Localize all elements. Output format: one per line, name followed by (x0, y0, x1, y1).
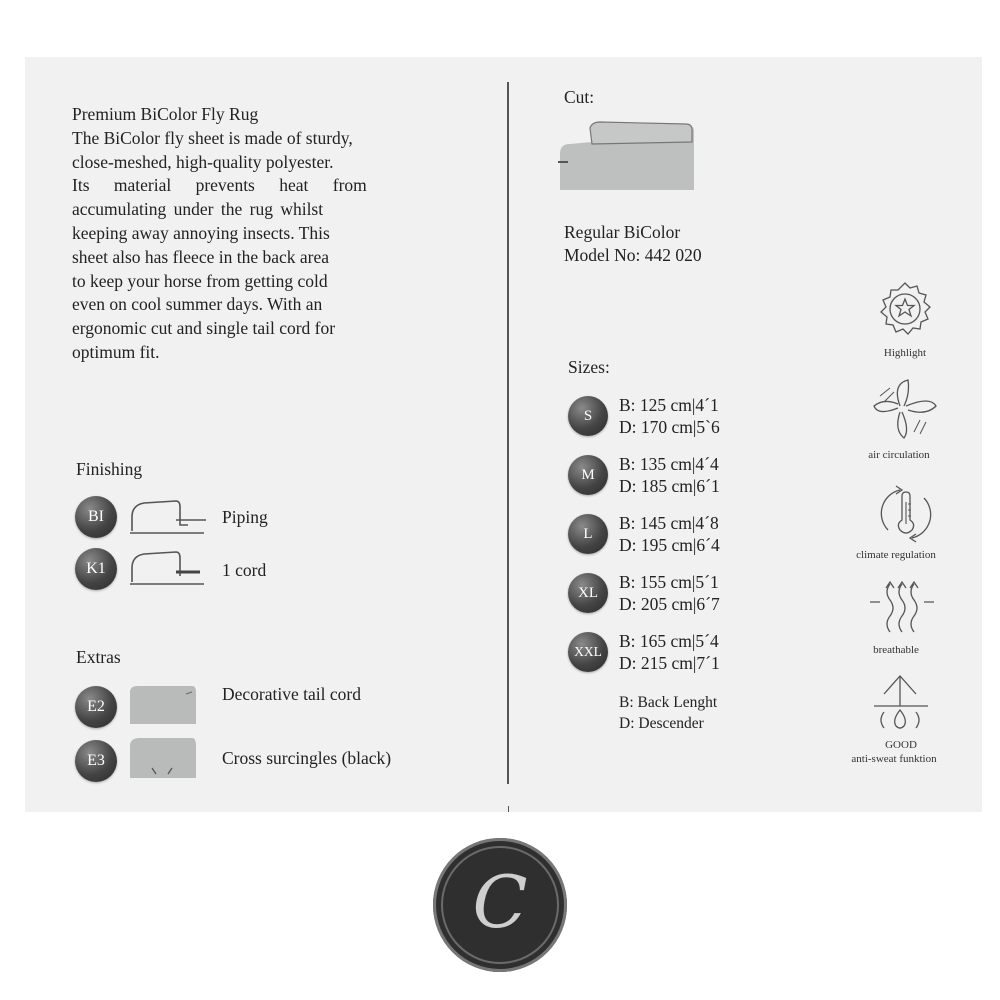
size-l-descender: D: 195 cm|6´4 (619, 535, 720, 555)
description-line: The BiColor fly sheet is made of sturdy, (72, 127, 353, 148)
size-badge-l: L (568, 514, 608, 554)
extras-label-cross-surcingles: Cross surcingles (black) (222, 748, 392, 768)
size-l-back-length: B: 145 cm|4´8 (619, 513, 719, 533)
decorative-tail-cord-rug-icon (126, 684, 202, 726)
droplet-arrow-icon (870, 672, 932, 734)
extras-title: Extras (76, 647, 121, 667)
size-s-back-length: B: 125 cm|4´1 (619, 395, 719, 415)
size-s-descender: D: 170 cm|5`6 (619, 417, 720, 437)
logo-letter: C (472, 860, 528, 944)
product-description (72, 103, 404, 365)
description-line: ergonomic cut and single tail cord for (72, 318, 336, 339)
legend-descender: D: Descender (619, 715, 704, 732)
size-xxl-descender: D: 215 cm|7´1 (619, 653, 720, 673)
feature-label-highlight: Highlight (883, 347, 927, 359)
brand-logo (433, 838, 567, 972)
finishing-badge-bi: BI (75, 496, 117, 538)
divider-stub (508, 806, 509, 812)
product-title: Premium BiColor Fly Rug (72, 104, 259, 124)
legend-back-length: B: Back Lenght (619, 694, 718, 711)
description-line: close-meshed, high-quality polyester. (72, 151, 334, 172)
cord-rug-icon (128, 546, 208, 588)
feature-label-climate-regulation: climate regulation (856, 549, 936, 561)
finishing-label-1-cord: 1 cord (222, 560, 267, 580)
finishing-badge-k1: K1 (75, 548, 117, 590)
size-xl-descender: D: 205 cm|6´7 (619, 594, 720, 614)
description-line: accumulating under the rug whilst (72, 199, 324, 220)
extras-label-decorative-tail-cord: Decorative tail cord (222, 684, 361, 704)
feature-label-good: GOOD (885, 739, 917, 751)
size-m-back-length: B: 135 cm|4´4 (619, 454, 719, 474)
wavy-arrows-icon (868, 576, 936, 636)
model-number: Model No: 442 020 (564, 245, 702, 265)
description-line: even on cool summer days. With an (72, 294, 323, 315)
piping-rug-icon (128, 495, 208, 537)
fan-icon (870, 374, 940, 442)
cut-title: Cut: (564, 87, 595, 107)
thermometer-cycle-icon (874, 482, 938, 546)
size-xl-back-length: B: 155 cm|5´1 (619, 572, 719, 592)
description-line: Its material prevents heat from (72, 175, 367, 196)
model-name: Regular BiColor (564, 222, 681, 242)
star-badge-icon (874, 280, 936, 342)
size-badge-xl: XL (568, 573, 608, 613)
size-badge-m: M (568, 455, 608, 495)
sizes-title: Sizes: (568, 357, 610, 377)
feature-label-anti-sweat: anti-sweat funktion (851, 753, 937, 765)
feature-label-air-circulation: air circulation (868, 449, 930, 461)
extras-badge-e2: E2 (75, 686, 117, 728)
finishing-label-piping: Piping (222, 507, 268, 527)
rug-cut-illustration (556, 120, 698, 194)
column-divider (507, 82, 509, 784)
description-line: optimum fit. (72, 341, 160, 362)
description-line: to keep your horse from getting cold (72, 270, 328, 291)
size-m-descender: D: 185 cm|6´1 (619, 476, 720, 496)
size-xxl-back-length: B: 165 cm|5´4 (619, 631, 719, 651)
cross-surcingles-rug-icon (126, 736, 202, 780)
finishing-title: Finishing (76, 459, 143, 479)
description-line: sheet also has fleece in the back area (72, 246, 330, 267)
size-badge-s: S (568, 396, 608, 436)
description-line: keeping away annoying insects. This (72, 222, 330, 243)
extras-badge-e3: E3 (75, 740, 117, 782)
feature-label-breathable: breathable (873, 644, 919, 656)
size-badge-xxl: XXL (568, 632, 608, 672)
